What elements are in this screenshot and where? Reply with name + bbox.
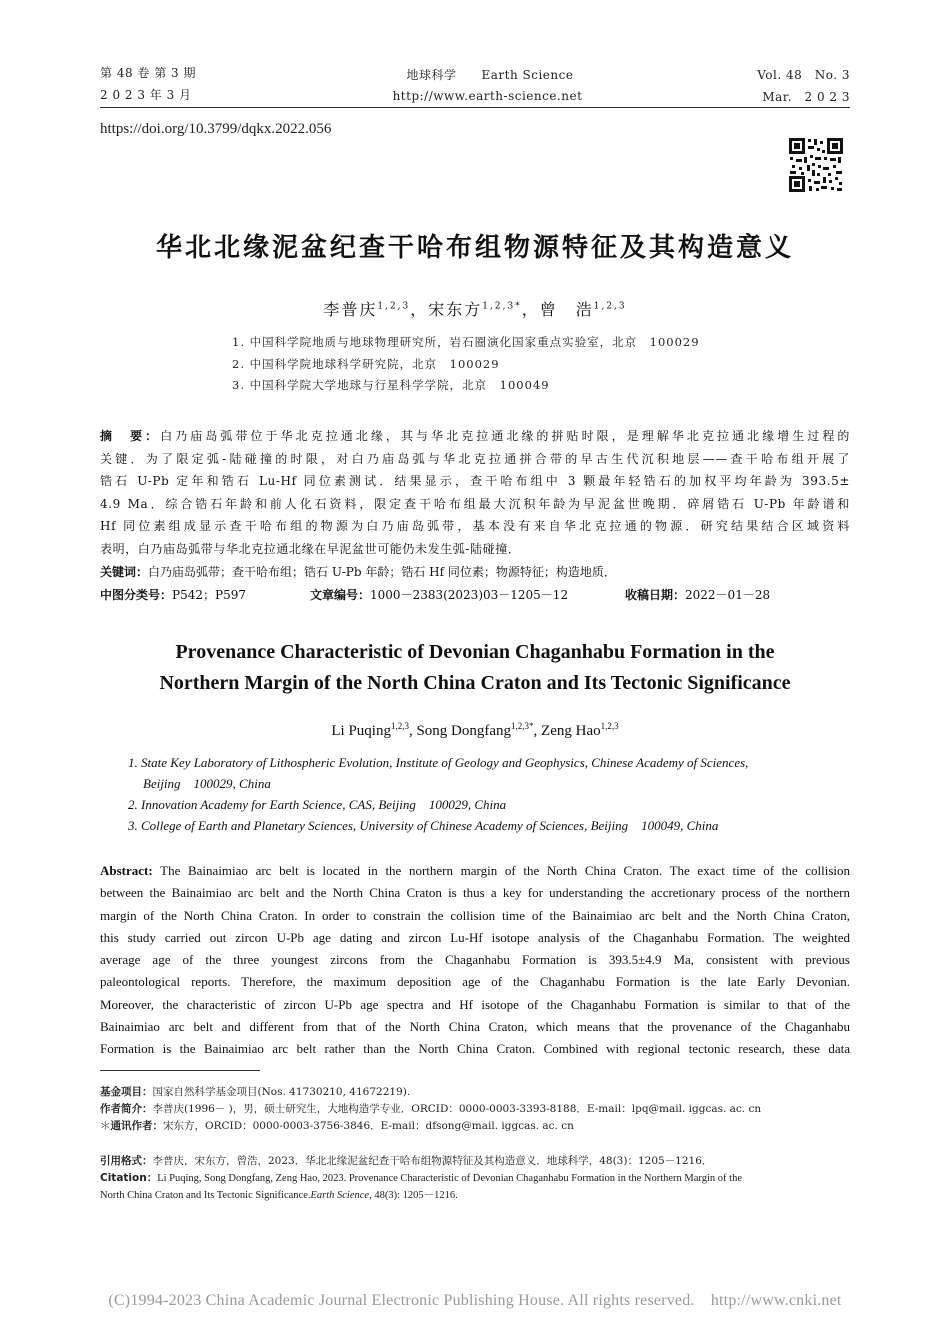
- corresponding-mark: ＊: [100, 1120, 111, 1132]
- abstract-en-line: margin of the North China Craton. In order to constrain the collision time of the Bainaimiao arc belt and the North China Craton,: [100, 907, 850, 923]
- keywords-cn: [100, 563, 616, 580]
- journal-name: 地球科学 Earth Science: [406, 68, 574, 82]
- journal-url[interactable]: http://www.earth-science.net: [392, 89, 583, 103]
- author-3-en: Zeng Hao: [541, 723, 601, 739]
- journal-volume-cn: 第 48 卷 第 3 期: [100, 66, 196, 80]
- header-divider: [100, 107, 850, 108]
- journal-volume-en: Vol. 48 No. 3: [757, 68, 850, 82]
- journal-name-italic: Earth Science: [310, 1190, 370, 1201]
- abstract-en: [100, 860, 850, 1061]
- corresponding-author-note: ＊通讯作者：宋东方，ORCID：0000-0003-3756-3846．E-mail：dfsong@mail. iggcas. ac. cn: [100, 1120, 574, 1132]
- abstract-en-line: average age of the three youngest zircons from the Chaganhabu Formation is 393.5±4.9 Ma, consistent with previous: [100, 952, 850, 968]
- citation-en: Citation：Li Puqing, Song Dongfang, Zeng Hao, 2023. Provenance Characteristic of Devonian Chaganhabu Formation in the Northern Margin of the: [100, 1172, 742, 1184]
- abstract-cn-line: Hf 同位素组成显示查干哈布组的物源为白乃庙岛弧带，基本没有来自华北克拉通的物源．研究结果结合区域资料: [100, 519, 850, 533]
- authors-en: Li Puqing$^{1,2,3}$, Song Dongfang$^{1,2,3*}$, Zeng Hao$^{1,2,3}$: [331, 721, 619, 739]
- author-2-cn: 宋东方: [428, 300, 483, 319]
- affiliation-en-1-cont: Beijing 100029, China: [143, 776, 271, 791]
- author-2-en: Song Dongfang: [416, 723, 512, 739]
- title-en-line-2: Northern Margin of the North China Craton and Its Tectonic Significance: [159, 672, 791, 694]
- author-3-cn-aff: 1,2,3: [593, 301, 627, 312]
- author-sep: ，: [521, 300, 540, 319]
- abstract-en-label: Abstract:: [100, 863, 153, 878]
- abstract-cn-label: 摘 要：: [100, 429, 161, 443]
- author-1-cn: 李普庆: [323, 300, 378, 319]
- affiliation-en-1: 1. State Key Laboratory of Lithospheric Evolution, Institute of Geology and Geophysics, Chinese Academy of Sciences,: [128, 755, 749, 770]
- keywords-label: 关键词：: [100, 565, 149, 579]
- affiliation-cn-1: 1. 中国科学院地质与地球物理研究所，岩石圈演化国家重点实验室，北京 100029: [232, 335, 700, 349]
- citation-cn: 引用格式：李普庆，宋东方，曾浩，2023．华北北缘泥盆纪查干哈布组物源特征及其构造意义．地球科学，48(3)：1205－1216．: [100, 1155, 713, 1167]
- abstract-en-line: this study carried out zircon U-Pb age dating and zircon Lu-Hf isotope analysis of the Chaganhabu Formation. The weighted: [100, 929, 850, 945]
- authors-cn: [0, 297, 950, 320]
- affiliation-cn-3: 3. 中国科学院大学地球与行星科学学院，北京 100049: [232, 378, 550, 392]
- author-1-cn-aff: 1,2,3: [377, 301, 411, 312]
- author-3-cn: 曾 浩: [539, 300, 594, 319]
- abstract-cn: [100, 425, 850, 560]
- journal-date-en: Mar. 2 0 2 3: [762, 90, 850, 104]
- footnote-divider: [100, 1070, 260, 1071]
- affiliation-en-3: 3. College of Earth and Planetary Sciences, University of Chinese Academy of Sciences, Beijing 100049, China: [128, 818, 719, 833]
- abstract-cn-line: 关键．为了限定弧-陆碰撞的时限，对白乃庙岛弧与华北克拉通拼合带的早古生代沉积地层——查干哈布组开展了: [100, 451, 850, 466]
- abstract-en-line: Bainaimiao arc belt and different from that of the North China Craton, which means that the provenance of the Chaganhabu: [100, 1019, 850, 1035]
- abstract-en-line: Formation is the Bainaimiao arc belt rather than the North China Craton. Combined with regional tectonic research, these data: [100, 1041, 850, 1057]
- abstract-en-line: paleontological reports. Therefore, the maximum deposition age of the Chaganhabu Formation is the late Early Devonian.: [100, 974, 850, 990]
- affiliation-cn-2: 2. 中国科学院地球科学研究院，北京 100029: [232, 357, 500, 371]
- copyright-footer: (C)1994-2023 China Academic Journal Electronic Publishing House. All rights reserved. http://www.cnki.net: [108, 1292, 842, 1309]
- abstract-cn-line: 4.9 Ma．综合锆石年龄和前人化石资料，限定查干哈布组最大沉积年龄为早泥盆世晚期．碎屑锆石 U-Pb 年龄谱和: [100, 496, 850, 511]
- qr-code-icon[interactable]: [788, 137, 844, 193]
- author-1-en-aff: 1,2,3: [390, 721, 409, 731]
- abstract-cn-line: 锆石 U-Pb 定年和锆石 Lu-Hf 同位素测试．结果显示，查干哈布组中 3 颗最年轻锆石的加权平均年龄为 393.5±: [100, 474, 850, 488]
- author-2-en-aff: 1,2,3*: [511, 721, 534, 731]
- abstract-en-line: Abstract: The Bainaimiao arc belt is located in the northern margin of the North China Craton. The exact time of the collision: [100, 863, 851, 878]
- fund-note: 基金项目：国家自然科学基金项目(Nos. 41730210, 41672219).: [100, 1086, 411, 1098]
- keywords-text: 白乃庙岛弧带；查干哈布组；锆石 U-Pb 年龄；锆石 Hf 同位素；物源特征；构造地质．: [148, 565, 616, 579]
- citation-en-cont: North China Craton and Its Tectonic Significance.Earth Science, 48(3): 1205－1216.: [100, 1190, 458, 1201]
- author-sep: ，: [410, 300, 429, 319]
- title-cn: 华北北缘泥盆纪查干哈布组物源特征及其构造意义: [155, 233, 794, 263]
- received-date: 收稿日期：2022－01－28: [625, 588, 771, 602]
- journal-date-cn: 2 0 2 3 年 3 月: [100, 88, 192, 102]
- clc-number: 中图分类号：P542；P597: [100, 588, 246, 602]
- abstract-cn-line: 表明，白乃庙岛弧带与华北克拉通北缘在早泥盆世可能仍未发生弧-陆碰撞．: [100, 541, 521, 556]
- doi-link[interactable]: https://doi.org/10.3799/dqkx.2022.056: [100, 121, 332, 137]
- title-en-line-1: Provenance Characteristic of Devonian Chaganhabu Formation in the: [175, 641, 775, 663]
- abstract-en-line: between the Bainaimiao arc belt and the North China Craton is thus a key for understanding the accretionary process of the northern: [100, 885, 850, 901]
- article-number: 文章编号：1000－2383(2023)03－1205－12: [310, 588, 569, 602]
- author-1-en: Li Puqing: [331, 723, 391, 739]
- author-bio-note: 作者简介：李普庆(1996－ )，男，硕士研究生，大地构造学专业．ORCID：0000-0003-3393-8188．E-mail：lpq@mail. iggcas. ac. cn: [100, 1103, 762, 1115]
- abstract-en-line: Moreover, the characteristic of zircon U-Pb age spectra and Hf isotope of the Chaganhabu Formation is similar to that of the: [100, 996, 850, 1012]
- author-3-en-aff: 1,2,3: [600, 721, 619, 731]
- abstract-cn-line: 摘 要：白乃庙岛弧带位于华北克拉通北缘，其与华北克拉通北缘的拼贴时限，是理解华北克拉通北缘增生过程的: [100, 429, 850, 443]
- author-2-cn-aff: 1,2,3*: [482, 301, 522, 312]
- affiliation-en-2: 2. Innovation Academy for Earth Science, CAS, Beijing 100029, China: [128, 797, 507, 812]
